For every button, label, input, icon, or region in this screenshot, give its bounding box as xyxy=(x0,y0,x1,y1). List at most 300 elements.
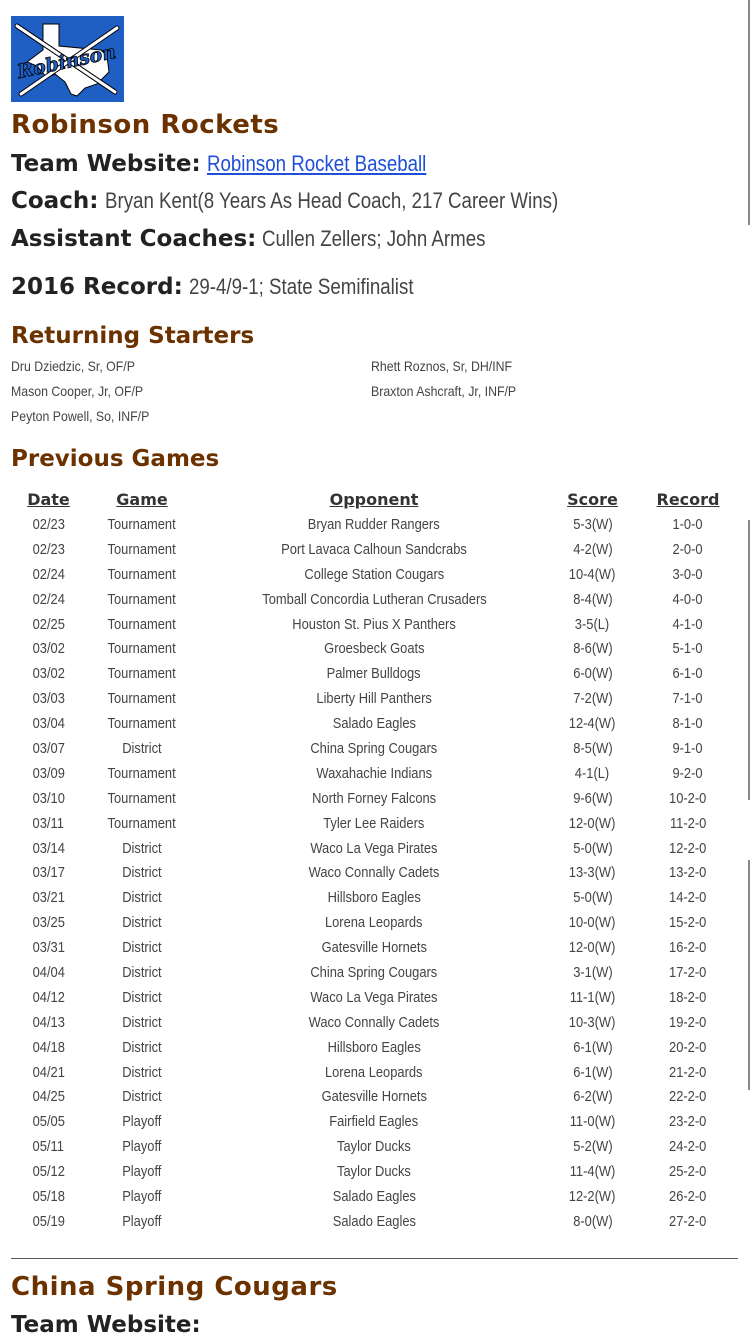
cell-game xyxy=(86,1209,198,1234)
cell-record xyxy=(635,910,741,935)
cell-date-text: 05/11 xyxy=(32,1138,65,1156)
cell-opponent xyxy=(198,935,550,960)
cell-score xyxy=(550,1035,635,1060)
cell-record-text: 18-2-0 xyxy=(669,988,707,1006)
cell-opponent-text: Port Lavaca Calhoun Sandcrabs xyxy=(281,540,467,558)
table-row xyxy=(11,1084,741,1109)
cell-date-text: 03/03 xyxy=(32,690,65,708)
cell-date-text: 02/23 xyxy=(32,540,65,558)
cell-game-text: Tournament xyxy=(107,715,177,733)
cell-opponent xyxy=(198,636,550,661)
cell-score-text: 10-0(W) xyxy=(569,914,616,932)
cell-record xyxy=(635,612,741,637)
cell-opponent xyxy=(198,761,550,786)
cell-score xyxy=(550,562,635,587)
cell-score-text: 11-4(W) xyxy=(569,1163,616,1181)
cell-score xyxy=(550,1184,635,1209)
cell-record xyxy=(635,860,741,885)
table-row xyxy=(11,612,741,637)
cell-date xyxy=(11,1084,86,1109)
cell-date xyxy=(11,512,86,537)
cell-date xyxy=(11,761,86,786)
cell-score xyxy=(550,587,635,612)
cell-record xyxy=(635,512,741,537)
cell-game xyxy=(86,1035,198,1060)
cell-record-text: 20-2-0 xyxy=(669,1038,707,1056)
cell-date-text: 03/02 xyxy=(32,665,65,683)
cell-record xyxy=(635,761,741,786)
cell-score-text: 7-2(W) xyxy=(572,690,613,708)
cell-opponent-text: Bryan Rudder Rangers xyxy=(308,515,440,533)
team-website-link[interactable]: Robinson Rocket Baseball xyxy=(206,151,427,176)
cell-record xyxy=(635,1184,741,1209)
cell-game xyxy=(86,1084,198,1109)
cell-opponent xyxy=(198,836,550,861)
cell-game xyxy=(86,537,198,562)
cell-date-text: 04/21 xyxy=(32,1063,65,1081)
cell-score-text: 8-5(W) xyxy=(572,739,613,757)
cell-opponent xyxy=(198,1209,550,1234)
cell-game-text: Tournament xyxy=(107,515,177,533)
cell-score-text: 10-4(W) xyxy=(569,565,616,583)
cell-opponent xyxy=(198,587,550,612)
cell-record-text: 5-1-0 xyxy=(672,640,704,658)
cell-opponent-text: Salado Eagles xyxy=(332,1187,416,1205)
cell-date-text: 02/24 xyxy=(32,565,65,583)
season-record-label: 2016 Record: xyxy=(11,274,183,300)
cell-score-text: 3-5(L) xyxy=(575,615,610,633)
cell-opponent-text: North Forney Falcons xyxy=(311,789,437,807)
cell-opponent-text: Fairfield Eagles xyxy=(329,1113,419,1131)
cell-date xyxy=(11,960,86,985)
cell-game xyxy=(86,811,198,836)
column-header-opponent: Opponent xyxy=(329,489,419,509)
cell-date xyxy=(11,811,86,836)
cell-record xyxy=(635,1109,741,1134)
assistant-coaches-label: Assistant Coaches: xyxy=(11,226,257,252)
table-header-row xyxy=(11,486,741,512)
table-row xyxy=(11,985,741,1010)
cell-score-text: 5-0(W) xyxy=(572,839,613,857)
cell-date xyxy=(11,711,86,736)
cell-game-text: District xyxy=(122,839,162,857)
cell-date xyxy=(11,1010,86,1035)
starter-item: Peyton Powell, So, INF/P xyxy=(11,408,150,424)
cell-date xyxy=(11,786,86,811)
cell-score xyxy=(550,860,635,885)
cell-record xyxy=(635,1035,741,1060)
cell-score-text: 13-3(W) xyxy=(569,864,616,882)
cell-score-text: 8-6(W) xyxy=(572,640,613,658)
column-header-record: Record xyxy=(656,489,720,509)
cell-record-text: 21-2-0 xyxy=(669,1063,707,1081)
cell-opponent xyxy=(198,711,550,736)
cell-opponent-text: Taylor Ducks xyxy=(337,1163,411,1181)
cell-date-text: 03/14 xyxy=(32,839,65,857)
cell-score xyxy=(550,910,635,935)
cell-opponent-text: Hillsboro Eagles xyxy=(327,889,421,907)
team-logo xyxy=(11,16,124,102)
cell-record-text: 24-2-0 xyxy=(669,1138,707,1156)
cell-opponent-text: Lorena Leopards xyxy=(325,1063,423,1081)
cell-score xyxy=(550,1134,635,1159)
previous-games-title: Previous Games xyxy=(11,446,220,472)
cell-game xyxy=(86,1109,198,1134)
table-row xyxy=(11,1035,741,1060)
cell-score xyxy=(550,736,635,761)
cell-record-text: 3-0-0 xyxy=(672,565,704,583)
cell-date xyxy=(11,985,86,1010)
cell-record-text: 27-2-0 xyxy=(669,1212,707,1230)
cell-score xyxy=(550,836,635,861)
cell-game xyxy=(86,562,198,587)
previous-games-table xyxy=(11,486,741,1234)
next-team-website-line xyxy=(11,1312,201,1338)
cell-date xyxy=(11,686,86,711)
cell-opponent-text: China Spring Cougars xyxy=(310,739,438,757)
cell-opponent xyxy=(198,985,550,1010)
table-row xyxy=(11,686,741,711)
table-row xyxy=(11,636,741,661)
cell-game-text: Tournament xyxy=(107,615,177,633)
table-row xyxy=(11,1060,741,1085)
cell-opponent-text: Salado Eagles xyxy=(332,1212,416,1230)
starter-item: Dru Dziedzic, Sr, OF/P xyxy=(11,358,135,374)
column-header-game: Game xyxy=(116,489,168,509)
cell-game-text: Tournament xyxy=(107,590,177,608)
coach-label: Coach: xyxy=(11,188,99,214)
cell-game xyxy=(86,1060,198,1085)
cell-date xyxy=(11,885,86,910)
next-team-name: China Spring Cougars xyxy=(11,1272,338,1302)
cell-game xyxy=(86,1159,198,1184)
table-row xyxy=(11,1209,741,1234)
cell-opponent-text: Liberty Hill Panthers xyxy=(316,690,432,708)
cell-game xyxy=(86,661,198,686)
cell-score-text: 5-2(W) xyxy=(572,1138,613,1156)
cell-opponent-text: Groesbeck Goats xyxy=(323,640,425,658)
cell-game-text: Playoff xyxy=(122,1187,162,1205)
cell-opponent xyxy=(198,860,550,885)
cell-record xyxy=(635,811,741,836)
table-row xyxy=(11,1159,741,1184)
cell-date xyxy=(11,661,86,686)
table-row xyxy=(11,960,741,985)
cell-date xyxy=(11,836,86,861)
cell-record-text: 16-2-0 xyxy=(669,939,707,957)
cell-game xyxy=(86,1134,198,1159)
cell-game-text: Playoff xyxy=(122,1212,162,1230)
table-row xyxy=(11,512,741,537)
cell-opponent xyxy=(198,686,550,711)
cell-score xyxy=(550,960,635,985)
cell-date-text: 03/10 xyxy=(32,789,65,807)
cell-opponent-text: College Station Cougars xyxy=(304,565,444,583)
table-row xyxy=(11,761,741,786)
cell-game xyxy=(86,885,198,910)
table-row xyxy=(11,562,741,587)
cell-record-text: 14-2-0 xyxy=(669,889,707,907)
cell-date-text: 05/19 xyxy=(32,1212,65,1230)
table-row xyxy=(11,836,741,861)
cell-record-text: 9-2-0 xyxy=(672,764,704,782)
cell-opponent xyxy=(198,1159,550,1184)
cell-date-text: 03/31 xyxy=(32,939,65,957)
cell-date-text: 03/17 xyxy=(32,864,65,882)
table-row xyxy=(11,885,741,910)
returning-starters-title: Returning Starters xyxy=(11,323,255,349)
cell-opponent-text: Waco Connally Cadets xyxy=(308,864,440,882)
cell-date-text: 02/25 xyxy=(32,615,65,633)
table-row xyxy=(11,1010,741,1035)
cell-record-text: 26-2-0 xyxy=(669,1187,707,1205)
cell-game-text: District xyxy=(122,889,162,907)
cell-score-text: 12-2(W) xyxy=(569,1187,616,1205)
cell-date-text: 04/04 xyxy=(32,963,65,981)
cell-opponent-text: Hillsboro Eagles xyxy=(327,1038,421,1056)
cell-record xyxy=(635,786,741,811)
cell-score xyxy=(550,985,635,1010)
cell-record xyxy=(635,661,741,686)
cell-game-text: Tournament xyxy=(107,789,177,807)
cell-score xyxy=(550,1159,635,1184)
cell-score xyxy=(550,786,635,811)
cell-opponent xyxy=(198,1109,550,1134)
cell-game-text: District xyxy=(122,1088,162,1106)
cell-game xyxy=(86,736,198,761)
cell-game xyxy=(86,935,198,960)
cell-game-text: Tournament xyxy=(107,690,177,708)
cell-opponent xyxy=(198,612,550,637)
cell-opponent xyxy=(198,661,550,686)
cell-opponent-text: Salado Eagles xyxy=(332,715,416,733)
cell-record xyxy=(635,960,741,985)
cell-score xyxy=(550,885,635,910)
cell-date-text: 02/24 xyxy=(32,590,65,608)
cell-game-text: Tournament xyxy=(107,814,177,832)
cell-score xyxy=(550,1010,635,1035)
cell-game xyxy=(86,587,198,612)
table-row xyxy=(11,537,741,562)
cell-record-text: 1-0-0 xyxy=(672,515,704,533)
cell-game xyxy=(86,836,198,861)
cell-opponent-text: Lorena Leopards xyxy=(325,914,423,932)
cell-record xyxy=(635,935,741,960)
cell-game xyxy=(86,910,198,935)
cell-date xyxy=(11,537,86,562)
cell-date xyxy=(11,935,86,960)
table-row xyxy=(11,711,741,736)
cell-game-text: Playoff xyxy=(122,1138,162,1156)
cell-record-text: 12-2-0 xyxy=(669,839,707,857)
table-row xyxy=(11,786,741,811)
cell-record-text: 2-0-0 xyxy=(672,540,704,558)
cell-score-text: 6-2(W) xyxy=(572,1088,613,1106)
coach-line xyxy=(11,188,638,214)
cell-opponent-text: Gatesville Hornets xyxy=(321,1088,427,1106)
cell-score-text: 4-1(L) xyxy=(575,764,610,782)
column-header-date: Date xyxy=(27,489,70,509)
cell-score xyxy=(550,661,635,686)
cell-date-text: 05/18 xyxy=(32,1187,65,1205)
cell-record xyxy=(635,537,741,562)
cell-game xyxy=(86,711,198,736)
cell-game-text: District xyxy=(122,739,162,757)
cell-record xyxy=(635,711,741,736)
cell-score xyxy=(550,761,635,786)
cell-game-text: Tournament xyxy=(107,764,177,782)
cell-record-text: 11-2-0 xyxy=(669,814,707,832)
cell-opponent xyxy=(198,811,550,836)
cell-game xyxy=(86,1010,198,1035)
cell-score-text: 6-1(W) xyxy=(572,1063,613,1081)
cell-game-text: Tournament xyxy=(107,640,177,658)
cell-opponent xyxy=(198,736,550,761)
cell-opponent xyxy=(198,512,550,537)
cell-date-text: 04/25 xyxy=(32,1088,65,1106)
cell-date xyxy=(11,587,86,612)
next-team-website-label: Team Website: xyxy=(11,1312,201,1338)
cell-date xyxy=(11,612,86,637)
season-record-line xyxy=(11,274,453,300)
cell-game-text: District xyxy=(122,1038,162,1056)
coach-value: Bryan Kent(8 Years As Head Coach, 217 Career Wins) xyxy=(104,188,558,213)
cell-score xyxy=(550,537,635,562)
cell-game-text: District xyxy=(122,1063,162,1081)
table-row xyxy=(11,910,741,935)
team-website-line xyxy=(11,151,465,177)
team-name: Robinson Rockets xyxy=(11,110,280,140)
cell-date xyxy=(11,1035,86,1060)
cell-opponent-text: Tyler Lee Raiders xyxy=(323,814,425,832)
cell-record-text: 9-1-0 xyxy=(672,739,704,757)
cell-record-text: 8-1-0 xyxy=(672,715,704,733)
cell-opponent xyxy=(198,786,550,811)
section-divider xyxy=(11,1258,738,1259)
cell-score-text: 8-0(W) xyxy=(572,1212,613,1230)
cell-game-text: District xyxy=(122,963,162,981)
team-website-label: Team Website: xyxy=(11,151,201,177)
cell-game xyxy=(86,960,198,985)
cell-score-text: 12-0(W) xyxy=(569,814,616,832)
cell-date xyxy=(11,1109,86,1134)
cell-score-text: 4-2(W) xyxy=(572,540,613,558)
cell-score-text: 12-0(W) xyxy=(569,939,616,957)
cell-date-text: 03/04 xyxy=(32,715,65,733)
cell-game-text: District xyxy=(122,864,162,882)
cell-date-text: 03/21 xyxy=(32,889,65,907)
cell-record-text: 19-2-0 xyxy=(669,1013,707,1031)
cell-opponent xyxy=(198,1060,550,1085)
cell-date-text: 05/12 xyxy=(32,1163,65,1181)
cell-score-text: 8-4(W) xyxy=(572,590,613,608)
cell-record-text: 4-0-0 xyxy=(672,590,704,608)
cell-score-text: 6-0(W) xyxy=(572,665,613,683)
cell-record-text: 6-1-0 xyxy=(672,665,704,683)
cell-score xyxy=(550,811,635,836)
cell-record-text: 23-2-0 xyxy=(669,1113,707,1131)
cell-game xyxy=(86,786,198,811)
cell-record xyxy=(635,985,741,1010)
cell-date xyxy=(11,1159,86,1184)
cell-record xyxy=(635,1010,741,1035)
cell-record xyxy=(635,1060,741,1085)
cell-game-text: Playoff xyxy=(122,1163,162,1181)
cell-date-text: 03/09 xyxy=(32,764,65,782)
cell-date xyxy=(11,636,86,661)
cell-score xyxy=(550,1109,635,1134)
cell-score xyxy=(550,686,635,711)
cell-opponent-text: China Spring Cougars xyxy=(310,963,438,981)
games-table-body xyxy=(11,512,741,1234)
cell-game-text: District xyxy=(122,988,162,1006)
table-row xyxy=(11,935,741,960)
cell-score xyxy=(550,512,635,537)
cell-score xyxy=(550,935,635,960)
cell-score xyxy=(550,612,635,637)
cell-score xyxy=(550,1084,635,1109)
cell-record xyxy=(635,587,741,612)
assistant-coaches-line xyxy=(11,226,525,252)
column-header-score: Score xyxy=(567,489,618,509)
cell-date-text: 05/05 xyxy=(32,1113,65,1131)
cell-opponent xyxy=(198,1010,550,1035)
cell-date-text: 03/07 xyxy=(32,739,65,757)
table-row xyxy=(11,860,741,885)
cell-opponent xyxy=(198,960,550,985)
cell-opponent-text: Palmer Bulldogs xyxy=(327,665,421,683)
cell-game-text: Tournament xyxy=(107,665,177,683)
cell-score xyxy=(550,711,635,736)
cell-game-text: Tournament xyxy=(107,540,177,558)
cell-opponent-text: Tomball Concordia Lutheran Crusaders xyxy=(261,590,487,608)
cell-record-text: 13-2-0 xyxy=(669,864,707,882)
cell-record xyxy=(635,562,741,587)
cell-opponent xyxy=(198,1035,550,1060)
cell-record xyxy=(635,1134,741,1159)
cell-opponent xyxy=(198,1134,550,1159)
cell-record xyxy=(635,836,741,861)
cell-score-text: 11-0(W) xyxy=(569,1113,616,1131)
cell-date-text: 04/13 xyxy=(32,1013,65,1031)
cell-score xyxy=(550,636,635,661)
cell-date xyxy=(11,1209,86,1234)
cell-score-text: 6-1(W) xyxy=(572,1038,613,1056)
cell-score xyxy=(550,1060,635,1085)
cell-record-text: 4-1-0 xyxy=(672,615,704,633)
cell-opponent xyxy=(198,537,550,562)
cell-opponent-text: Waco La Vega Pirates xyxy=(310,988,438,1006)
cell-date xyxy=(11,1134,86,1159)
cell-game-text: District xyxy=(122,1013,162,1031)
cell-score-text: 3-1(W) xyxy=(572,963,613,981)
cell-opponent xyxy=(198,910,550,935)
cell-date-text: 04/18 xyxy=(32,1038,65,1056)
cell-score-text: 5-3(W) xyxy=(572,515,613,533)
cell-opponent-text: Waco Connally Cadets xyxy=(308,1013,440,1031)
cell-game xyxy=(86,985,198,1010)
cell-record xyxy=(635,636,741,661)
cell-record xyxy=(635,885,741,910)
cell-date xyxy=(11,860,86,885)
cell-opponent-text: Waco La Vega Pirates xyxy=(310,839,438,857)
assistant-coaches-value: Cullen Zellers; John Armes xyxy=(262,226,486,251)
cell-score-text: 10-3(W) xyxy=(569,1013,616,1031)
cell-date-text: 04/12 xyxy=(32,988,65,1006)
cell-game-text: District xyxy=(122,939,162,957)
cell-record-text: 17-2-0 xyxy=(669,963,707,981)
logo-text: Robinson xyxy=(15,40,118,84)
